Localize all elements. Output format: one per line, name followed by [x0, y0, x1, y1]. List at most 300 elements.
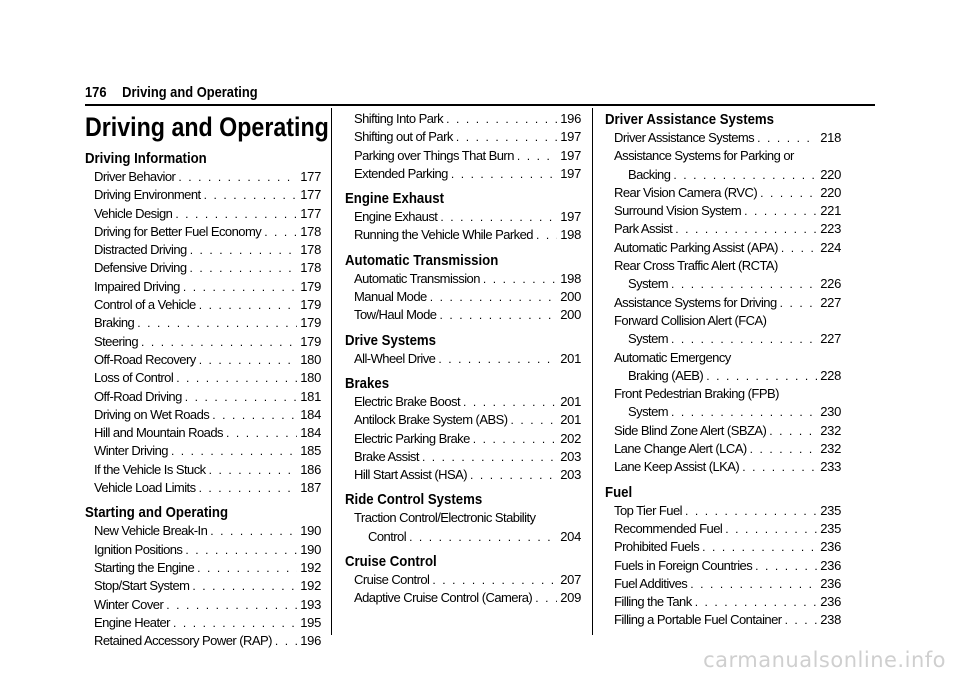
toc-entry-page: 181 [300, 388, 321, 404]
toc-entry-page: 192 [300, 559, 321, 575]
toc-entry[interactable] [354, 110, 581, 128]
toc-entry-title: Parking over Things That Burn [354, 147, 514, 163]
toc-entry[interactable] [614, 611, 841, 629]
dot-leader [409, 528, 557, 546]
toc-entry-title: Tow/Haul Mode [354, 307, 437, 323]
dot-leader [473, 430, 557, 448]
toc-entry-title: Engine Heater [94, 614, 170, 630]
toc-entry-page: 203 [560, 448, 581, 464]
toc-entry[interactable] [94, 296, 321, 314]
toc-entry[interactable] [94, 223, 321, 241]
toc-entry-page: 228 [820, 367, 841, 383]
toc-entry-title: Cruise Control [354, 572, 430, 588]
dot-leader [190, 241, 298, 259]
toc-entry[interactable] [614, 403, 841, 421]
toc-entry[interactable] [614, 422, 841, 440]
toc-entry[interactable] [614, 458, 841, 476]
dot-leader [463, 393, 557, 411]
toc-entry-page: 195 [300, 614, 321, 630]
toc-entry-page: 198 [560, 227, 581, 243]
toc-entry[interactable] [354, 411, 581, 429]
toc-entry[interactable] [94, 351, 321, 369]
dot-leader [695, 593, 818, 611]
toc-entry[interactable] [94, 259, 321, 277]
toc-entry-page: 224 [820, 239, 841, 255]
section-heading: Brakes [345, 374, 390, 392]
toc-entry-title: Traction Control/Electronic Stability [354, 510, 536, 526]
toc-entry-page: 232 [820, 422, 841, 438]
dot-leader [185, 388, 297, 406]
toc-entry[interactable] [94, 577, 321, 595]
toc-entry-page: 192 [300, 578, 321, 594]
toc-entry[interactable] [614, 275, 841, 293]
toc-entry[interactable] [94, 406, 321, 424]
toc-entry[interactable] [614, 166, 841, 184]
toc-entry-title: Side Blind Zone Alert (SBZA) [614, 422, 767, 438]
toc-entry-title: Electric Brake Boost [354, 393, 461, 409]
toc-entry[interactable] [614, 349, 841, 367]
toc-entry[interactable] [354, 350, 581, 368]
toc-entry-page: 238 [820, 612, 841, 628]
toc-entry-page: 196 [560, 111, 581, 126]
toc-entry-page: 184 [300, 425, 321, 441]
dot-leader [440, 208, 557, 226]
toc-entry-title: Park Assist [614, 221, 673, 237]
section-heading: Drive Systems [345, 331, 436, 349]
section-heading: Driver Assistance Systems [605, 111, 775, 128]
toc-entry-title: Braking [94, 315, 135, 331]
toc-column-2 [345, 110, 581, 614]
section-heading: Automatic Transmission [345, 251, 499, 269]
dot-leader [173, 614, 297, 632]
toc-entry-title: Rear Vision Camera (RVC) [614, 184, 758, 200]
section-entries [94, 522, 321, 650]
toc-entry-page: 177 [300, 205, 321, 221]
toc-entry[interactable] [94, 186, 321, 204]
page-title: Driving and Operating [85, 112, 329, 142]
toc-entry-page: 179 [300, 278, 321, 294]
toc-entry-page: 184 [300, 406, 321, 422]
section-heading: Starting and Operating [85, 504, 229, 522]
toc-entry-page: 185 [300, 443, 321, 459]
toc-entry-title: Manual Mode [354, 289, 427, 305]
toc-entry-title: Vehicle Load Limits [94, 480, 196, 496]
toc-entry[interactable] [614, 557, 841, 575]
dot-leader [422, 448, 557, 466]
toc-entry[interactable] [354, 226, 581, 244]
toc-entry-page: 203 [560, 467, 581, 483]
dot-leader [470, 466, 557, 484]
toc-entry-title: Defensive Driving [94, 260, 187, 276]
toc-entry-page: 190 [300, 523, 321, 539]
dot-leader [185, 541, 297, 559]
section-heading: Fuel [605, 483, 633, 501]
toc-entry-page: 198 [560, 270, 581, 286]
toc-entry-page: 220 [820, 166, 841, 182]
toc-entry[interactable] [354, 128, 581, 146]
dot-leader [785, 611, 818, 629]
dot-leader [760, 184, 817, 202]
section-entries [354, 509, 581, 546]
dot-leader [702, 538, 817, 556]
dot-leader [178, 168, 297, 186]
dot-leader [209, 461, 298, 479]
watermark: carmanualsonline.info [703, 648, 946, 672]
toc-entry-title: Filling the Tank [614, 594, 692, 610]
section-heading: Cruise Control [345, 553, 437, 571]
toc-entry-page: 235 [820, 502, 841, 518]
toc-entry-page: 178 [300, 260, 321, 276]
toc-entry[interactable] [94, 479, 321, 497]
toc-entry-page: 233 [820, 459, 841, 475]
section-entries [354, 110, 581, 183]
toc-entry-title: Assistance Systems for Driving [614, 294, 777, 310]
dot-leader [141, 333, 297, 351]
dot-leader [750, 440, 818, 458]
toc-entry-title: Driver Assistance Systems [614, 130, 755, 145]
toc-entry-page: 201 [560, 412, 581, 428]
page-number: 176 [85, 84, 107, 101]
toc-entry-page: 209 [560, 590, 581, 606]
toc-entry-title: Automatic Emergency [614, 349, 731, 365]
toc-entry-page: 227 [820, 331, 841, 347]
toc-entry[interactable] [614, 129, 841, 147]
toc-entry-page: 178 [300, 223, 321, 239]
toc-entry-title: Hill Start Assist (HSA) [354, 467, 468, 483]
section-heading: Engine Exhaust [345, 190, 445, 208]
toc-entry-title: Vehicle Design [94, 205, 173, 221]
toc-column-1 [85, 149, 321, 656]
toc-entry[interactable] [94, 168, 321, 186]
toc-entry[interactable] [94, 559, 321, 577]
toc-entry-title: Extended Parking [354, 165, 448, 181]
dot-leader [517, 147, 557, 165]
toc-entry-page: 207 [560, 572, 581, 588]
toc-entry-page: 197 [560, 165, 581, 181]
toc-entry-title: Lane Keep Assist (LKA) [614, 459, 740, 475]
dot-leader [483, 270, 557, 288]
toc-entry-title: Impaired Driving [94, 278, 180, 294]
dot-leader [226, 424, 297, 442]
section-entries [354, 270, 581, 325]
toc-entry[interactable] [94, 314, 321, 332]
dot-leader [690, 575, 817, 593]
toc-entry-title: Steering [94, 333, 139, 349]
dot-leader [742, 458, 817, 476]
toc-entry[interactable] [354, 393, 581, 411]
toc-entry-title: Off-Road Recovery [94, 351, 196, 367]
toc-entry-page: 204 [560, 528, 581, 544]
toc-entry[interactable] [614, 202, 841, 220]
toc-entry-title: Driving Environment [94, 187, 201, 203]
toc-entry-page: 235 [820, 520, 841, 536]
toc-entry-title: Recommended Fuel [614, 520, 723, 536]
toc-entry-title: System [628, 276, 669, 292]
toc-entry-title: Antilock Brake System (ABS) [354, 412, 508, 428]
toc-entry-title: Shifting out of Park [354, 129, 453, 145]
dot-leader [190, 259, 298, 277]
dot-leader [456, 128, 557, 146]
toc-entry-title: Front Pedestrian Braking (FPB) [614, 386, 779, 402]
toc-entry-title: Running the Vehicle While Parked [354, 227, 533, 243]
toc-entry-title: Driving for Better Fuel Economy [94, 223, 262, 239]
toc-entry-page: 236 [820, 575, 841, 591]
section-entries [354, 350, 581, 368]
toc-entry-page: 190 [300, 541, 321, 557]
toc-entry-title: Braking (AEB) [628, 367, 704, 383]
dot-leader [671, 403, 817, 421]
dot-leader [166, 596, 297, 614]
toc-entry-title: Automatic Parking Assist (APA) [614, 239, 778, 255]
toc-entry-page: 177 [300, 169, 321, 184]
toc-entry-page: 227 [820, 294, 841, 310]
toc-entry-title: Top Tier Fuel [614, 502, 682, 518]
toc-entry[interactable] [614, 593, 841, 611]
toc-entry-page: 236 [820, 557, 841, 573]
toc-entry-page: 179 [300, 333, 321, 349]
toc-entry-title: Control [368, 528, 407, 544]
dot-leader [275, 632, 297, 650]
toc-entry-page: 232 [820, 441, 841, 457]
dot-leader [430, 288, 557, 306]
toc-entry[interactable] [354, 270, 581, 288]
toc-entry[interactable] [354, 448, 581, 466]
toc-entry-title: System [628, 331, 669, 347]
toc-entry[interactable] [614, 257, 841, 275]
toc-entry-page: 236 [820, 539, 841, 555]
toc-entry-title: Distracted Driving [94, 242, 187, 258]
toc-entry-page: 193 [300, 596, 321, 612]
toc-entry-title: Off-Road Driving [94, 388, 182, 404]
toc-entry[interactable] [354, 165, 581, 183]
toc-entry-title: Electric Parking Brake [354, 430, 470, 446]
section-heading: Ride Control Systems [345, 491, 483, 509]
dot-leader [199, 351, 298, 369]
toc-entry-title: Ignition Positions [94, 541, 183, 557]
toc-entry-page: 180 [300, 351, 321, 367]
section-entries [94, 168, 321, 497]
dot-leader [685, 502, 817, 520]
toc-entry[interactable] [354, 208, 581, 226]
toc-entry-title: Control of a Vehicle [94, 297, 196, 313]
dot-leader [673, 166, 817, 184]
toc-entry[interactable] [354, 589, 581, 607]
toc-entry-page: 197 [560, 209, 581, 225]
toc-entry[interactable] [94, 278, 321, 296]
dot-leader [210, 522, 297, 540]
dot-leader [175, 205, 297, 223]
toc-entry-title: Shifting Into Park [354, 111, 444, 126]
dot-leader [510, 411, 557, 429]
toc-entry-page: 200 [560, 307, 581, 323]
toc-entry[interactable] [614, 147, 841, 165]
dot-leader [781, 239, 817, 257]
dot-leader [769, 422, 817, 440]
toc-entry-title: All-Wheel Drive [354, 350, 436, 366]
toc-entry[interactable] [94, 241, 321, 259]
toc-entry-title: Loss of Control [94, 370, 174, 386]
toc-entry-page: 202 [560, 430, 581, 446]
toc-entry-title: Hill and Mountain Roads [94, 425, 223, 441]
dot-leader [757, 129, 817, 147]
header-rule [85, 104, 875, 106]
toc-entry-page: 180 [300, 370, 321, 386]
toc-entry-page: 186 [300, 461, 321, 477]
toc-entry[interactable] [94, 596, 321, 614]
toc-entry[interactable] [94, 205, 321, 223]
toc-entry[interactable] [354, 466, 581, 484]
toc-entry[interactable] [614, 440, 841, 458]
section-entries [354, 208, 581, 245]
toc-entry[interactable] [354, 288, 581, 306]
toc-entry-title: Surround Vision System [614, 203, 742, 219]
toc-entry[interactable] [354, 306, 581, 324]
toc-entry[interactable] [614, 330, 841, 348]
toc-entry-title: System [628, 404, 669, 420]
dot-leader [744, 202, 817, 220]
dot-leader [199, 296, 297, 314]
toc-entry-title: Starting the Engine [94, 559, 195, 575]
toc-entry-title: New Vehicle Break-In [94, 523, 208, 539]
toc-entry-title: Automatic Transmission [354, 270, 480, 286]
toc-entry-title: Assistance Systems for Parking or [614, 148, 794, 164]
toc-entry[interactable] [614, 385, 841, 403]
page-header [85, 84, 764, 102]
toc-entry-page: 197 [560, 147, 581, 163]
toc-entry-title: Adaptive Cruise Control (Camera) [354, 590, 533, 606]
toc-entry-page: 196 [300, 633, 321, 649]
toc-entry[interactable] [354, 147, 581, 165]
toc-entry-title: Driver Behavior [94, 169, 176, 184]
toc-entry-page: 178 [300, 242, 321, 258]
dot-leader [439, 306, 557, 324]
toc-entry[interactable] [354, 430, 581, 448]
toc-entry[interactable] [614, 575, 841, 593]
section-entries [614, 502, 841, 630]
toc-entry-page: 187 [300, 480, 321, 496]
toc-entry[interactable] [614, 239, 841, 257]
toc-entry-page: 197 [560, 129, 581, 145]
toc-entry[interactable] [94, 369, 321, 387]
dot-leader [264, 223, 297, 241]
toc-entry[interactable] [614, 220, 841, 238]
toc-entry[interactable] [94, 632, 321, 650]
toc-entry-page: 177 [300, 187, 321, 203]
toc-entry-title: Backing [628, 166, 671, 182]
dot-leader [675, 220, 817, 238]
section-entries [354, 393, 581, 484]
section-entries [614, 129, 841, 477]
dot-leader [671, 275, 817, 293]
toc-entry[interactable] [354, 528, 581, 546]
toc-entry-title: Forward Collision Alert (FCA) [614, 312, 767, 328]
dot-leader [706, 367, 817, 385]
toc-entry[interactable] [94, 424, 321, 442]
toc-entry-title: Prohibited Fuels [614, 539, 700, 555]
toc-entry-title: Driving on Wet Roads [94, 406, 210, 422]
toc-entry-page: 201 [560, 350, 581, 366]
dot-leader [212, 406, 297, 424]
dot-leader [725, 520, 817, 538]
dot-leader [192, 577, 297, 595]
toc-entry-title: Brake Assist [354, 448, 419, 464]
dot-leader [780, 294, 818, 312]
toc-column-3 [605, 110, 841, 636]
toc-entry[interactable] [94, 614, 321, 632]
toc-entry-page: 201 [560, 393, 581, 409]
toc-entry-title: Rear Cross Traffic Alert (RCTA) [614, 258, 778, 274]
toc-entry-title: Lane Change Alert (LCA) [614, 441, 747, 457]
toc-entry-title: If the Vehicle Is Stuck [94, 461, 206, 477]
section-entries [354, 571, 581, 608]
toc-entry[interactable] [614, 502, 841, 520]
toc-entry-page: 179 [300, 315, 321, 331]
section-heading: Driving Information [85, 150, 207, 167]
dot-leader [671, 330, 817, 348]
toc-entry-title: Winter Cover [94, 596, 164, 612]
toc-entry[interactable] [94, 442, 321, 460]
running-section-title: Driving and Operating [122, 84, 258, 101]
dot-leader [451, 165, 557, 183]
toc-entry[interactable] [614, 520, 841, 538]
toc-entry[interactable] [354, 571, 581, 589]
toc-entry-title: Winter Driving [94, 443, 168, 459]
dot-leader [199, 479, 298, 497]
column-divider [331, 108, 332, 635]
toc-entry-title: Fuels in Foreign Countries [614, 557, 753, 573]
toc-entry-page: 236 [820, 594, 841, 610]
toc-entry-title: Filling a Portable Fuel Container [614, 612, 782, 628]
dot-leader [197, 559, 297, 577]
dot-leader [204, 186, 298, 204]
toc-entry-page: 221 [820, 203, 841, 219]
dot-leader [438, 350, 557, 368]
toc-entry-page: 230 [820, 404, 841, 420]
dot-leader [171, 442, 297, 460]
dot-leader [432, 571, 557, 589]
toc-entry-page: 220 [820, 184, 841, 200]
dot-leader [536, 226, 557, 244]
column-divider [592, 108, 593, 635]
toc-entry-title: Retained Accessory Power (RAP) [94, 633, 272, 649]
dot-leader [535, 589, 557, 607]
toc-entry[interactable] [614, 294, 841, 312]
dot-leader [755, 557, 817, 575]
toc-entry-page: 223 [820, 221, 841, 237]
toc-entry[interactable] [94, 333, 321, 351]
toc-entry-title: Fuel Additives [614, 575, 688, 591]
dot-leader [446, 110, 557, 128]
toc-entry[interactable] [354, 509, 581, 527]
toc-entry[interactable] [614, 367, 841, 385]
toc-entry[interactable] [94, 461, 321, 479]
toc-entry[interactable] [614, 184, 841, 202]
toc-entry-page: 226 [820, 276, 841, 292]
toc-entry[interactable] [614, 312, 841, 330]
toc-entry[interactable] [614, 538, 841, 556]
toc-entry-page: 200 [560, 289, 581, 305]
dot-leader [137, 314, 297, 332]
toc-entry[interactable] [94, 541, 321, 559]
toc-entry-page: 218 [820, 130, 841, 145]
toc-entry-title: Stop/Start System [94, 578, 190, 594]
toc-entry-page: 179 [300, 297, 321, 313]
toc-entry[interactable] [94, 388, 321, 406]
dot-leader [183, 278, 297, 296]
toc-entry-title: Engine Exhaust [354, 209, 438, 225]
toc-entry[interactable] [94, 522, 321, 540]
dot-leader [176, 369, 297, 387]
